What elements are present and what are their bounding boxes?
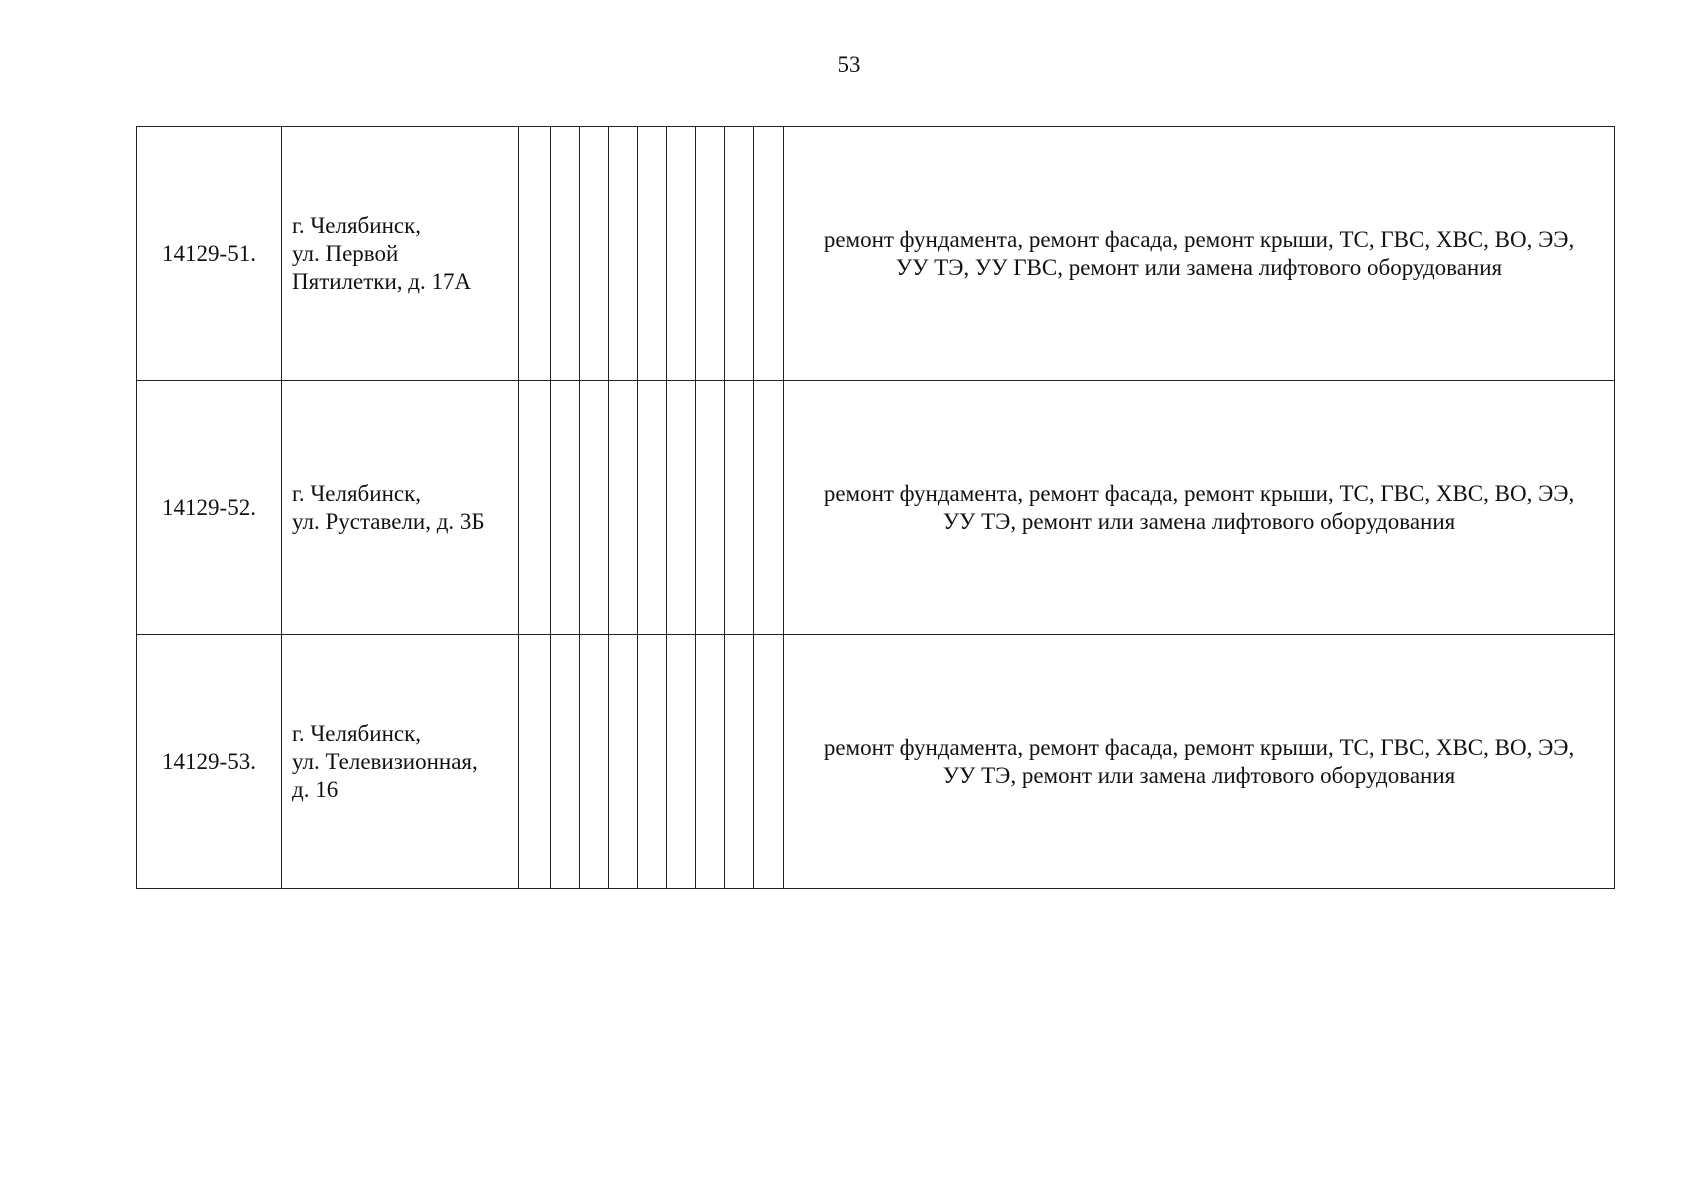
empty-cell xyxy=(580,635,609,889)
empty-cell xyxy=(551,127,580,381)
address-cell xyxy=(282,381,519,635)
empty-cell xyxy=(725,127,754,381)
empty-cell xyxy=(551,635,580,889)
empty-cell xyxy=(638,381,667,635)
works-cell xyxy=(784,127,1615,381)
address-line: г. Челябинск, xyxy=(292,720,422,746)
address-line: ул. Первой xyxy=(292,240,399,266)
table-row xyxy=(137,127,1615,381)
empty-cell xyxy=(725,635,754,889)
empty-cell xyxy=(551,381,580,635)
empty-cell xyxy=(754,635,784,889)
empty-cell xyxy=(696,635,725,889)
empty-cell xyxy=(609,381,638,635)
works-line: УУ ТЭ, УУ ГВС, ремонт или замена лифтового оборудования xyxy=(895,254,1503,280)
table-row xyxy=(137,381,1615,635)
row-number: 14129-51. xyxy=(137,127,282,381)
table-row xyxy=(137,635,1615,889)
empty-cell xyxy=(519,127,551,381)
empty-cell xyxy=(609,635,638,889)
empty-cell xyxy=(667,381,696,635)
address-line: ул. Руставели, д. 3Б xyxy=(292,508,485,534)
row-number: 14129-52. xyxy=(137,381,282,635)
address-line: Пятилетки, д. 17А xyxy=(292,268,472,294)
empty-cell xyxy=(580,381,609,635)
empty-cell xyxy=(725,381,754,635)
works-cell xyxy=(784,381,1615,635)
empty-cell xyxy=(638,127,667,381)
works-line: УУ ТЭ, ремонт или замена лифтового оборудования xyxy=(942,762,1456,788)
address-line: г. Челябинск, xyxy=(292,212,422,238)
empty-cell xyxy=(519,635,551,889)
address-line: д. 16 xyxy=(292,776,339,802)
empty-cell xyxy=(638,635,667,889)
works-line: ремонт фундамента, ремонт фасада, ремонт крыши, ТС, ГВС, ХВС, ВО, ЭЭ, xyxy=(823,480,1575,506)
address-line: ул. Телевизионная, xyxy=(292,748,478,774)
empty-cell xyxy=(754,381,784,635)
empty-cell xyxy=(667,635,696,889)
empty-cell xyxy=(580,127,609,381)
address-cell xyxy=(282,127,519,381)
works-line: ремонт фундамента, ремонт фасада, ремонт крыши, ТС, ГВС, ХВС, ВО, ЭЭ, xyxy=(823,226,1575,252)
row-number: 14129-53. xyxy=(137,635,282,889)
works-line: ремонт фундамента, ремонт фасада, ремонт крыши, ТС, ГВС, ХВС, ВО, ЭЭ, xyxy=(823,734,1575,760)
empty-cell xyxy=(754,127,784,381)
works-cell xyxy=(784,635,1615,889)
works-line: УУ ТЭ, ремонт или замена лифтового оборудования xyxy=(942,508,1456,534)
empty-cell xyxy=(667,127,696,381)
empty-cell xyxy=(696,381,725,635)
empty-cell xyxy=(696,127,725,381)
housing-repair-table xyxy=(136,126,1615,889)
address-cell xyxy=(282,635,519,889)
page-number: 53 xyxy=(837,52,861,77)
empty-cell xyxy=(609,127,638,381)
empty-cell xyxy=(519,381,551,635)
address-line: г. Челябинск, xyxy=(292,480,422,506)
